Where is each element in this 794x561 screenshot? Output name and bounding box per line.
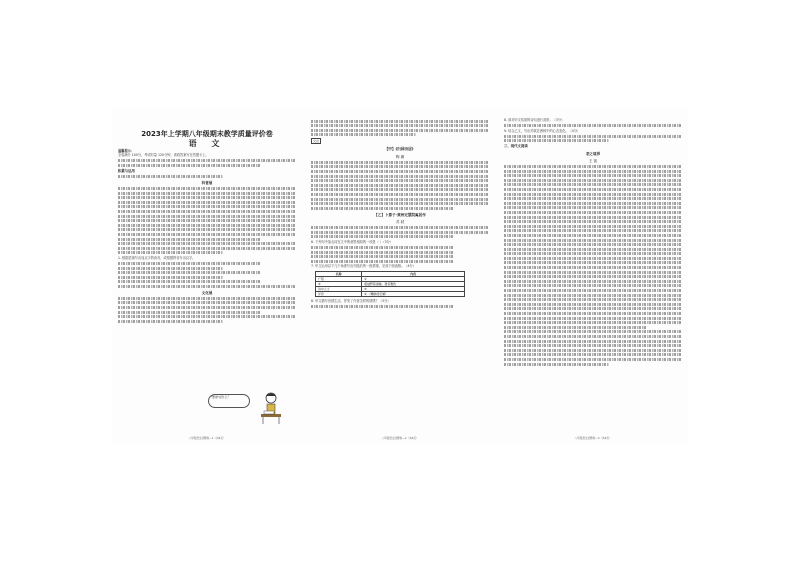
speech-bubble: "影像"是什么？	[208, 394, 250, 408]
table-row: 评价 ④ （精辟的见解）	[316, 291, 465, 296]
question-6: 6. 下列句中加点词在文中的意思相同的一项是（ ）（3分）	[311, 239, 393, 244]
table-row: 诗中人士 ③	[316, 286, 465, 291]
exam-page-2	[305, 108, 495, 444]
question-8: 8. 甲文描写田园生活，抒发了作者怎样的情感？（3分）	[311, 298, 391, 303]
poem-1-author: 陶 渊	[395, 154, 405, 159]
section-culture: 文化展	[201, 290, 213, 295]
essay-title: 茶之境界	[585, 151, 601, 156]
table-row: ② 瓶插野菊清幽，微有雅致	[316, 281, 465, 286]
essay-author: 王 凯	[588, 159, 598, 163]
poem-1-title: 【甲】《归园田居》	[384, 147, 416, 152]
page-3-footer: 八年级语文试题卷—3（共6页）	[574, 436, 612, 440]
notice-label: 温馨提示：	[118, 149, 134, 153]
table-header: 内容	[362, 271, 465, 276]
poem-2-author: 苏 轼	[395, 220, 405, 225]
subsection-classical: 文言	[313, 138, 320, 143]
girl-illustration-icon	[258, 391, 284, 425]
question-9: 9. 结合乙文，写出苏轼在困顿中的心态变化。（4分）	[504, 128, 581, 133]
notice-text: 全卷满分 100分，考试时量 120分钟，请将答案写在答题卡上。	[118, 153, 209, 158]
exam-title: 2023年上学期八年级期末教学质量评价卷	[141, 130, 273, 138]
table-row: 广陌 ①	[316, 276, 465, 281]
exam-sheet	[112, 108, 688, 444]
section-3-heading: 三、现代文阅读	[504, 144, 528, 149]
poem-2-title: 【乙】卜算子·黄州定慧院寓居作	[374, 212, 426, 217]
table-header: 名称	[316, 271, 362, 276]
exam-page-3	[498, 108, 688, 444]
section-1-heading: 积累与运用	[118, 169, 135, 173]
answer-table	[315, 271, 465, 297]
page-2-footer: 八年级语文试题卷—2（共6页）	[381, 436, 419, 440]
exam-subject: 语 文	[188, 139, 226, 148]
passage-title: 科普展	[201, 181, 213, 185]
question-7: 7. 甲文运用以下几个角度写出归隐后的一组情境，完成下面表格。（4分）	[311, 264, 416, 269]
page-1-footer: 八年级语文试题卷—1（共6页）	[188, 436, 226, 440]
exam-page-1	[112, 108, 302, 444]
question-8-continued: 8. 请对甲文结尾的诗句进行赏析。（3分）	[504, 118, 565, 122]
question-1: 1. 根据语境写出加点字的读音，或根据拼音写出汉字。	[118, 255, 196, 260]
